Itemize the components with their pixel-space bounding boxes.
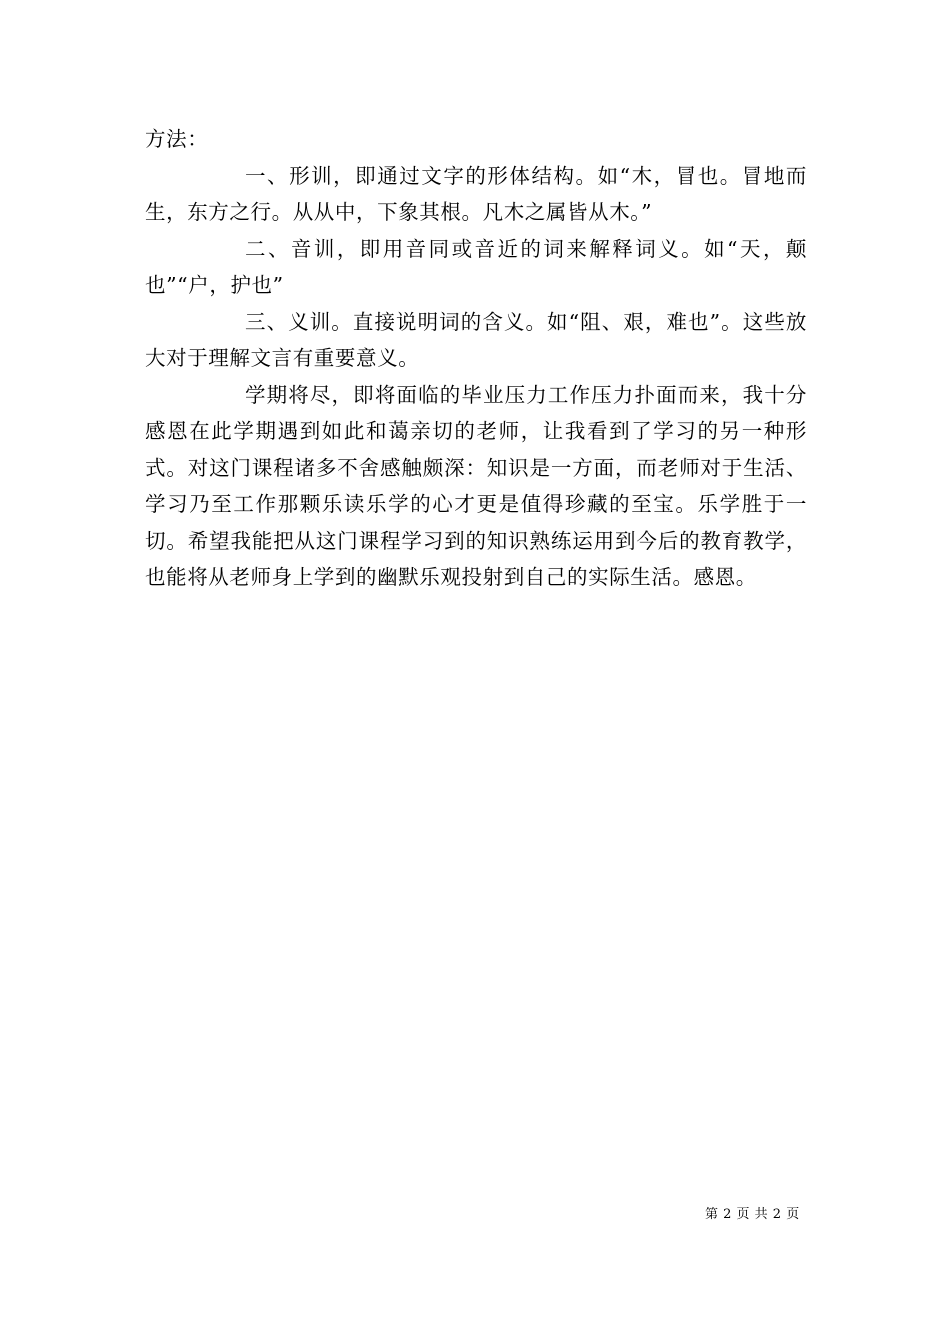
paragraph-sound-gloss: 二、音训，即用音同或音近的词来解释词义。如“天，颠也”“户，护也” bbox=[145, 236, 807, 297]
paragraph-shape-gloss: 一、形训，即通过文字的形体结构。如“木，冒也。冒地而生，东方之行。从从中，下象其根。凡木之属皆从木。” bbox=[145, 163, 807, 224]
lead-line: 方法： bbox=[145, 127, 209, 151]
page-number-footer: 第 2 页 共 2 页 bbox=[705, 1207, 800, 1222]
paragraph-meaning-gloss: 三、义训。直接说明词的含义。如“阻、艰，难也”。这些放大对于理解文言有重要意义。 bbox=[145, 309, 807, 370]
paragraph-closing-reflection: 学期将尽，即将面临的毕业压力工作压力扑面而来，我十分感恩在此学期遇到如此和蔼亲切的老师，让我看到了学习的另一种形式。对这门课程诸多不舍感触颇深：知识是一方面，而老师对于生活、学习乃至工作那颗乐读乐学的心才更是值得珍藏的至宝。乐学胜于一切。希望我能把从这门课程学习到的知识熟练运用到今后的教育教学，也能将从老师身上学到的幽默乐观投射到自己的实际生活。感恩。 bbox=[145, 382, 807, 589]
document-body bbox=[145, 121, 807, 596]
